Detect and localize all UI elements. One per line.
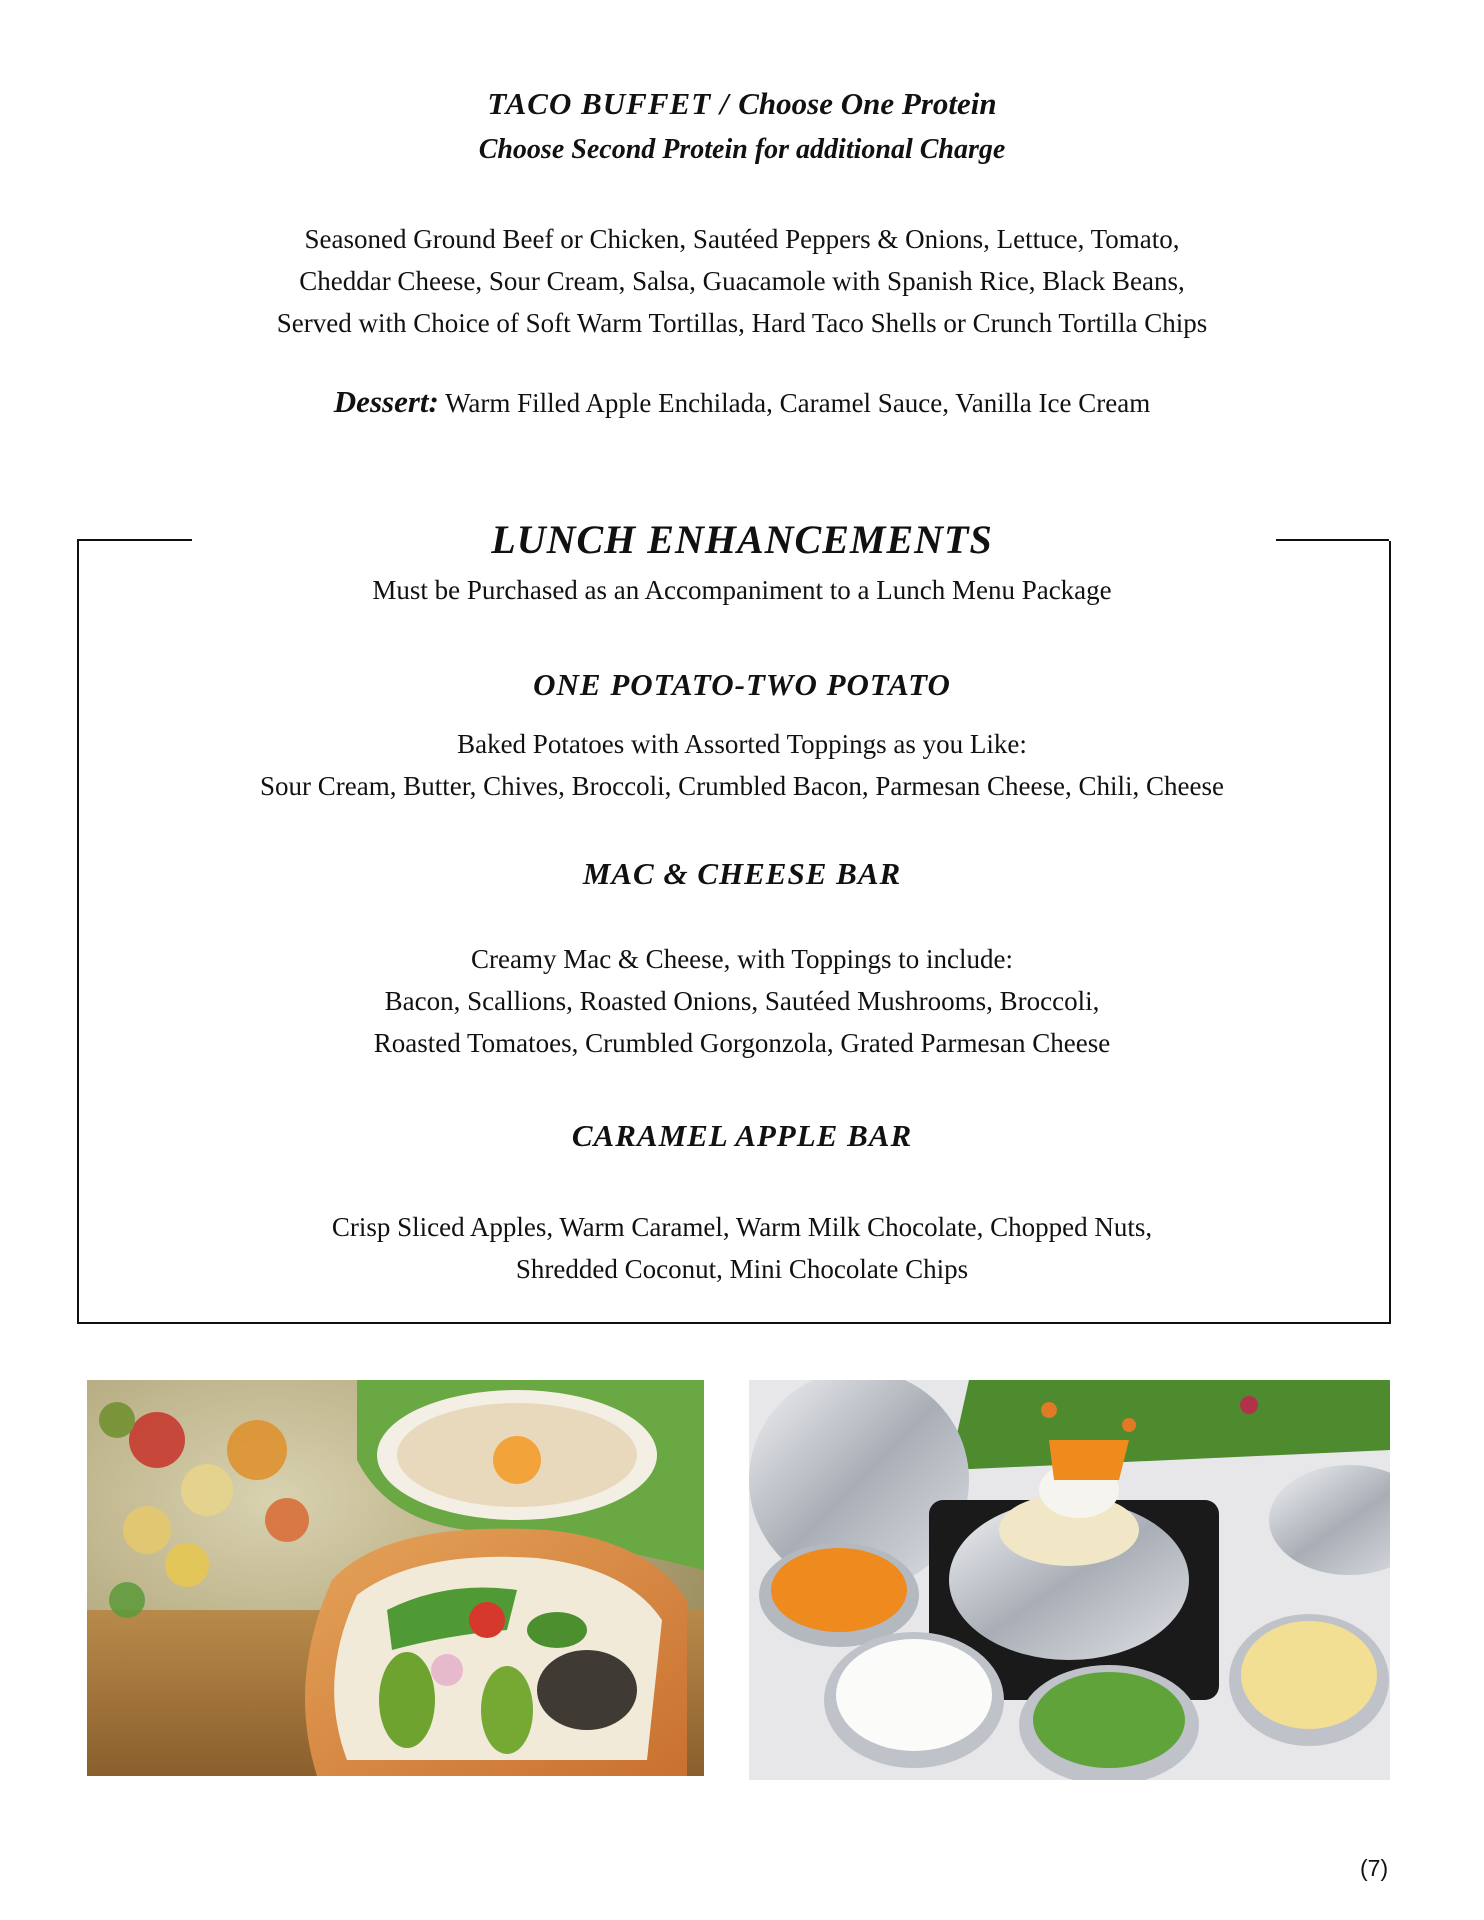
- taco-buffet-title-text: TACO BUFFET /: [487, 86, 730, 121]
- taco-buffet-title-script: Choose One Protein: [738, 86, 997, 121]
- taco-line: Seasoned Ground Beef or Chicken, Sautéed Peppers & Onions, Lettuce, Tomato,: [304, 224, 1180, 254]
- caramel-section-description: [0, 1206, 1484, 1290]
- mac-section-title: MAC & CHEESE BAR: [582, 856, 902, 891]
- potato-line: Sour Cream, Butter, Chives, Broccoli, Crumbled Bacon, Parmesan Cheese, Chili, Cheese: [260, 771, 1224, 801]
- potato-line: Baked Potatoes with Assorted Toppings as you Like:: [457, 729, 1027, 759]
- page-number: (7): [1360, 1855, 1389, 1881]
- caramel-line: Crisp Sliced Apples, Warm Caramel, Warm Milk Chocolate, Chopped Nuts,: [331, 1212, 1153, 1242]
- potato-section-description: [0, 723, 1484, 807]
- wrap-sandwich-photo: [87, 1380, 704, 1776]
- taco-line: Cheddar Cheese, Sour Cream, Salsa, Guacamole with Spanish Rice, Black Beans,: [299, 266, 1185, 296]
- mac-line: Bacon, Scallions, Roasted Onions, Sautéed Mushrooms, Broccoli,: [384, 986, 1100, 1016]
- lunch-enhancements-subtitle: Must be Purchased as an Accompaniment to a Lunch Menu Package: [372, 575, 1112, 605]
- taco-buffet-title: [0, 86, 1484, 122]
- lunch-enhancements-title: LUNCH ENHANCEMENTS: [491, 517, 993, 562]
- potato-section-title: ONE POTATO-TWO POTATO: [533, 667, 951, 702]
- dessert-label: Dessert:: [333, 384, 439, 419]
- taco-line: Served with Choice of Soft Warm Tortillas, Hard Taco Shells or Crunch Tortilla Chips: [276, 308, 1208, 338]
- caramel-section-title: CARAMEL APPLE BAR: [571, 1118, 913, 1153]
- dessert-text: Warm Filled Apple Enchilada, Caramel Sauce, Vanilla Ice Cream: [445, 388, 1151, 418]
- baked-potato-bar-photo: [749, 1380, 1390, 1780]
- mac-section-description: [0, 938, 1484, 1064]
- taco-buffet-description: [0, 218, 1484, 344]
- mac-line: Roasted Tomatoes, Crumbled Gorgonzola, Grated Parmesan Cheese: [373, 1028, 1111, 1058]
- mac-line: Creamy Mac & Cheese, with Toppings to include:: [470, 944, 1014, 974]
- caramel-line: Shredded Coconut, Mini Chocolate Chips: [515, 1254, 969, 1284]
- dessert-line: [0, 384, 1484, 420]
- taco-buffet-subtitle: Choose Second Protein for additional Charge: [478, 134, 1006, 165]
